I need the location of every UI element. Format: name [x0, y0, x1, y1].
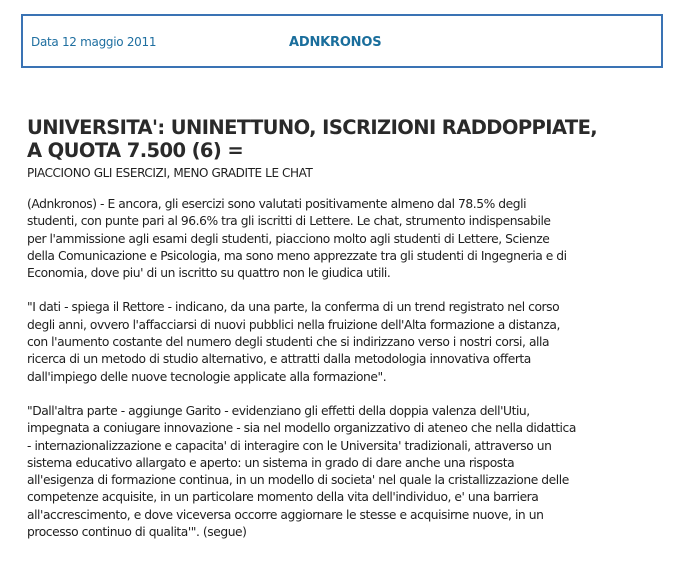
paragraph-line: ricerca di un metodo di studio alternativo, e attratti dalla metodologia innovativa offerta — [27, 352, 531, 367]
article-headline — [27, 116, 687, 162]
headline-line: UNIVERSITA': UNINETTUNO, ISCRIZIONI RADDOPPIATE, — [27, 116, 598, 139]
publication-date: Data 12 maggio 2011 — [31, 35, 157, 49]
article-paragraph — [27, 196, 687, 282]
paragraph-line: "I dati - spiega il Rettore - indicano, da una parte, la conferma di un trend registrato nel corso — [27, 300, 560, 315]
paragraph-line: per l'ammissione agli esami degli studenti, piacciono molto agli studenti di Lettere, Scienze — [27, 231, 550, 246]
paragraph-line: all'esigenza di formazione continua, in un modello di societa' nel quale la cristallizzazione delle — [27, 473, 569, 488]
paragraph-line: impegnata a coniugare innovazione - sia nel modello organizzativo di ateneo che nella didattica — [27, 421, 576, 436]
paragraph-line: all'accrescimento, e dove viceversa occorre aggiornare le stesse e acquisirne nuove, in un — [27, 507, 544, 522]
paragraph-line: degli anni, ovvero l'affacciarsi di nuovi pubblici nella fruizione dell'Alta formazione a distanza, — [27, 317, 560, 332]
paragraph-line: della Comunicazione e Psicologia, ma sono meno apprezzate tra gli studenti di Ingegneria e di — [27, 248, 567, 263]
article-subheadline: PIACCIONO GLI ESERCIZI, MENO GRADITE LE CHAT — [27, 166, 313, 180]
paragraph-line: sistema educativo allargato e aperto: un sistema in grado di dare anche una risposta — [27, 455, 515, 470]
paragraph-line: studenti, con punte pari al 96.6% tra gli iscritti di Lettere. Le chat, strumento indispensabile — [27, 214, 551, 229]
paragraph-line: dall'impiego delle nuove tecnologie applicate alla formazione". — [27, 369, 387, 384]
paragraph-line: - internazionalizzazione e capacita' di interagire con le Universita' tradizionali, attraverso un — [27, 438, 552, 453]
article-paragraph — [27, 299, 687, 385]
paragraph-line: processo continuo di qualita'". (segue) — [27, 525, 247, 540]
article-paragraph — [27, 403, 687, 541]
press-header-box — [21, 14, 663, 68]
paragraph-line: con l'aumento costante del numero degli studenti che si indirizzano verso i nostri corsi, alla — [27, 335, 550, 350]
article — [27, 116, 687, 541]
paragraph-line: Economia, dove piu' di un iscritto su quattro non le giudica utili. — [27, 266, 391, 281]
news-source: ADNKRONOS — [289, 35, 382, 50]
paragraph-line: (Adnkronos) - E ancora, gli esercizi sono valutati positivamente almeno dal 78.5% degli — [27, 197, 527, 211]
paragraph-line: "Dall'altra parte - aggiunge Garito - evidenziano gli effetti della doppia valenza dell'Utiu, — [27, 403, 530, 418]
paragraph-line: competenze acquisite, in un particolare momento della vita dell'individuo, e' una barriera — [27, 490, 539, 505]
headline-line: A QUOTA 7.500 (6) = — [27, 139, 244, 162]
